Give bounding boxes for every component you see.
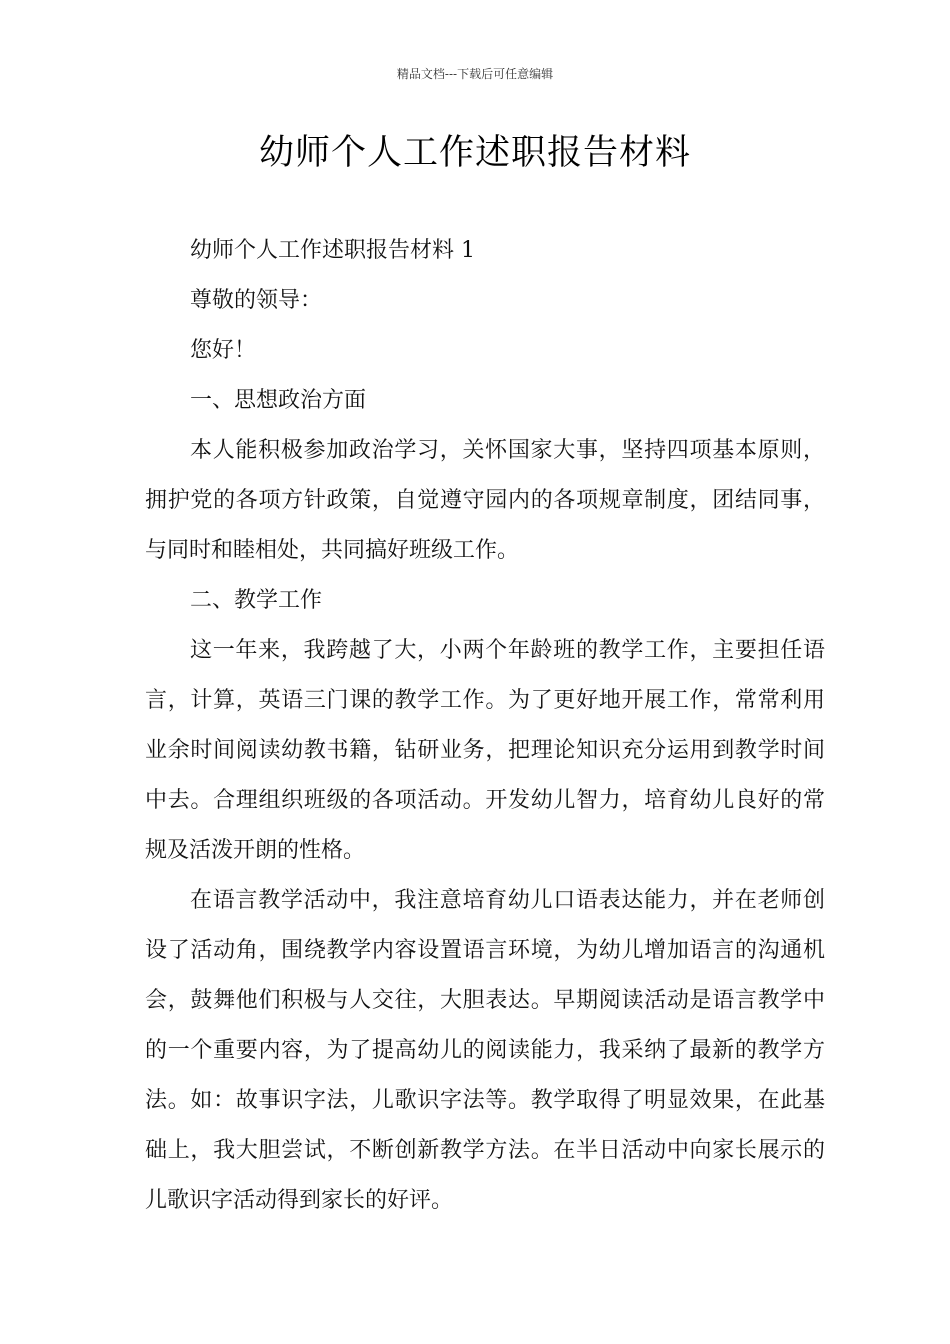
document-title: 幼师个人工作述职报告材料	[258, 133, 691, 173]
header-note: 精品文档---下载后可任意编辑	[396, 67, 554, 81]
language-teaching-paragraph: 在语言教学活动中，我注意培育幼儿口语表达能力，并在老师创设了活动角，围绕教学内容设置语言环境，为幼儿增加语言的沟通机会，鼓舞他们积极与人交往，大胆表达。早期阅读活动是语言教学中的一个重要内容，为了提高幼儿的阅读能力，我采纳了最新的教学方法。如：故事识字法，儿歌识字法等。教学取得了明显效果，在此基础上，我大胆尝试，不断创新教学方法。在半日活动中向家长展示的儿歌识字活动得到家长的好评。	[145, 888, 825, 1213]
document-body	[145, 226, 825, 1226]
salutation-paragraph: 尊敬的领导：	[190, 288, 323, 313]
teaching-paragraph: 这一年来，我跨越了大，小两个年龄班的教学工作，主要担任语言，计算，英语三门课的教学工作。为了更好地开展工作，常常利用业余时间阅读幼教书籍，钻研业务，把理论知识充分运用到教学时间中去。合理组织班级的各项活动。开发幼儿智力，培育幼儿良好的常规及活泼开朗的性格。	[145, 638, 825, 863]
greeting-paragraph: 您好！	[190, 338, 257, 363]
section-heading-teaching: 二、教学工作	[190, 588, 323, 613]
section-heading-politics: 一、思想政治方面	[190, 388, 367, 413]
subtitle-paragraph: 幼师个人工作述职报告材料 1	[190, 238, 475, 263]
politics-paragraph: 本人能积极参加政治学习，关怀国家大事，坚持四项基本原则，拥护党的各项方针政策，自觉遵守园内的各项规章制度，团结同事，与同时和睦相处，共同搞好班级工作。	[145, 438, 825, 563]
